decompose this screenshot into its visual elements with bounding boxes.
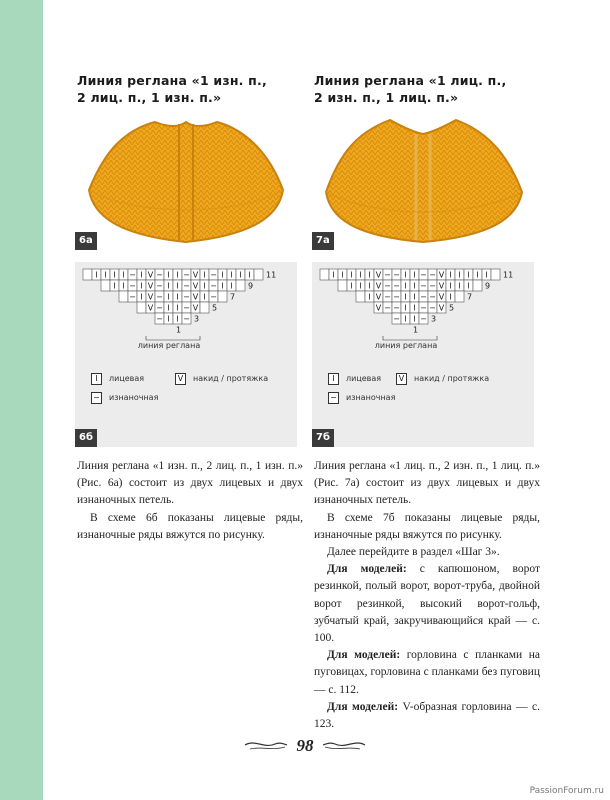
legend-purl-icon: − xyxy=(328,392,339,404)
chart-cell xyxy=(320,269,329,280)
chart-cell xyxy=(473,280,482,291)
chart-symbol: − xyxy=(183,270,190,280)
chart-symbol: − xyxy=(384,292,391,302)
chart-symbol: I xyxy=(239,270,242,280)
chart-symbol: − xyxy=(183,303,190,313)
chart-cell xyxy=(455,291,464,302)
chart-symbol: I xyxy=(176,281,179,291)
chart-symbol: I xyxy=(341,270,344,280)
chart-symbol: I xyxy=(176,270,179,280)
right-knit-photo xyxy=(312,110,534,250)
legend-knit-icon: I xyxy=(91,373,102,385)
knit-swatch-image-6a xyxy=(75,110,297,250)
chart-row-number: 1 xyxy=(413,325,419,335)
chart-symbol: − xyxy=(393,270,400,280)
chart-symbol: I xyxy=(113,270,116,280)
legend-purl-label: изнаночная xyxy=(109,393,159,402)
watermark: PassionForum.ru xyxy=(529,786,604,796)
chart-symbol: − xyxy=(183,281,190,291)
chart-symbol: I xyxy=(140,281,143,291)
chart-symbol: V xyxy=(375,303,382,313)
right-paragraph-3: Далее перейдите в раздел «Шаг 3». xyxy=(327,546,500,559)
page-number: 98 xyxy=(296,736,314,755)
chart-symbol: I xyxy=(404,270,407,280)
chart-label-6b: 6б xyxy=(75,429,97,447)
chart-symbol: − xyxy=(420,303,427,313)
chart-cell xyxy=(218,291,227,302)
chart-symbol: I xyxy=(176,303,179,313)
legend-purl-icon: − xyxy=(91,392,102,404)
chart-cell xyxy=(119,291,128,302)
chart-symbol: V xyxy=(438,281,445,291)
chart-row-number: 11 xyxy=(503,270,514,280)
chart-row-number: 11 xyxy=(266,270,277,280)
legend-knit-icon: I xyxy=(328,373,339,385)
chart-symbol: − xyxy=(429,281,436,291)
chart-cell xyxy=(236,280,245,291)
chart-symbol: − xyxy=(420,281,427,291)
right-paragraph-6: Для моделей: V-образная горловина — с. 123. xyxy=(314,700,541,731)
chart-symbol: I xyxy=(113,281,116,291)
chart-symbol: V xyxy=(192,270,199,280)
chart-row-number: 7 xyxy=(230,292,236,302)
chart-symbol: V xyxy=(438,292,445,302)
chart-symbol: I xyxy=(248,270,251,280)
side-color-band xyxy=(0,0,43,800)
chart-symbol: I xyxy=(404,281,407,291)
chart-symbol: I xyxy=(413,270,416,280)
chart-symbol: V xyxy=(375,292,382,302)
chart-symbol: − xyxy=(210,281,217,291)
chart-cell xyxy=(101,280,110,291)
chart-symbol: I xyxy=(458,270,461,280)
right-paragraph-4: Для моделей: с капюшоном, ворот резинкой, полый ворот, ворот-труба, двойной ворот резинкой, высокий ворот-гольф, зубчатый край, закручивающийся край — с. 100. xyxy=(314,563,540,645)
chart-row-number: 9 xyxy=(485,281,491,291)
chart-symbol: − xyxy=(210,292,217,302)
photo-label-6a: 6а xyxy=(75,232,97,250)
chart-symbol: I xyxy=(167,303,170,313)
chart-symbol: V xyxy=(375,281,382,291)
chart-symbol: − xyxy=(156,303,163,313)
chart-symbol: V xyxy=(192,292,199,302)
chart-symbol: I xyxy=(230,270,233,280)
chart-symbol: I xyxy=(467,281,470,291)
chart-symbol: I xyxy=(404,303,407,313)
chart-cell xyxy=(356,291,365,302)
chart-symbol: − xyxy=(210,270,217,280)
right-knit-chart xyxy=(312,262,534,447)
chart-symbol: − xyxy=(384,270,391,280)
legend-yo-label: накид / протяжка xyxy=(414,374,490,383)
knit-chart-7b xyxy=(312,262,534,447)
chart-symbol: I xyxy=(203,270,206,280)
chart-symbol: − xyxy=(129,281,136,291)
legend-knit-label: лицевая xyxy=(109,374,145,383)
chart-symbol: I xyxy=(203,281,206,291)
chart-symbol: − xyxy=(393,303,400,313)
left-body-text xyxy=(77,458,303,544)
chart-symbol: I xyxy=(449,292,452,302)
chart-symbol: I xyxy=(413,303,416,313)
chart-symbol: − xyxy=(156,281,163,291)
legend-yo-icon: V xyxy=(175,373,186,385)
chart-row-number: 7 xyxy=(467,292,473,302)
chart-row-number: 3 xyxy=(194,314,200,324)
chart-symbol: I xyxy=(368,292,371,302)
right-body-text xyxy=(314,458,540,733)
chart-cell xyxy=(83,269,92,280)
chart-symbol: − xyxy=(429,270,436,280)
chart-symbol: I xyxy=(458,281,461,291)
chart-symbol: − xyxy=(384,281,391,291)
chart-symbol: I xyxy=(476,270,479,280)
chart-symbol: I xyxy=(359,270,362,280)
chart-symbol: I xyxy=(167,292,170,302)
chart-symbol: I xyxy=(203,292,206,302)
chart-symbol: V xyxy=(375,270,382,280)
chart-symbol: − xyxy=(183,314,190,324)
chart-row-number: 5 xyxy=(212,303,218,313)
chart-symbol: I xyxy=(350,270,353,280)
chart-symbol: V xyxy=(147,270,154,280)
chart-symbol: I xyxy=(368,281,371,291)
chart-symbol: − xyxy=(183,292,190,302)
chart-symbol: I xyxy=(359,281,362,291)
left-knit-chart xyxy=(75,262,297,447)
left-paragraph-2: В схеме 6б показаны лицевые ряды, изнаночные ряды вяжутся по рисунку. xyxy=(77,511,303,541)
chart-symbol: − xyxy=(429,292,436,302)
chart-symbol: I xyxy=(449,281,452,291)
legend-knit-label: лицевая xyxy=(346,374,382,383)
chart-symbol: I xyxy=(167,314,170,324)
legend-yo-icon: V xyxy=(396,373,407,385)
chart-row-number: 1 xyxy=(176,325,182,335)
chart-symbol: V xyxy=(147,303,154,313)
chart-symbol: − xyxy=(393,292,400,302)
chart-symbol: I xyxy=(140,270,143,280)
chart-symbol: I xyxy=(404,292,407,302)
right-paragraph-2: В схеме 7б показаны лицевые ряды, изнаночные ряды вяжутся по рисунку. xyxy=(314,511,540,541)
chart-symbol: V xyxy=(147,292,154,302)
chart-symbol: − xyxy=(156,270,163,280)
chart-symbol: − xyxy=(420,270,427,280)
raglan-bracket xyxy=(383,336,437,340)
legend-purl-label: изнаночная xyxy=(346,393,396,402)
chart-symbol: − xyxy=(420,292,427,302)
left-paragraph-1: Линия реглана «1 изн. п., 2 лиц. п., 1 изн. п.» (Рис. 6а) состоит из двух лицевых и двух изнаночных петель. xyxy=(77,460,303,507)
chart-symbol: V xyxy=(192,281,199,291)
chart-cell xyxy=(338,280,347,291)
raglan-line-label: линия реглана xyxy=(374,341,438,350)
chart-symbol: I xyxy=(350,281,353,291)
chart-cell xyxy=(491,269,500,280)
chart-symbol: I xyxy=(140,292,143,302)
chart-symbol: − xyxy=(129,270,136,280)
chart-symbol: I xyxy=(413,292,416,302)
chart-symbol: − xyxy=(393,281,400,291)
chart-symbol: I xyxy=(485,270,488,280)
chart-symbol: − xyxy=(129,292,136,302)
chart-symbol: I xyxy=(122,270,125,280)
chart-symbol: I xyxy=(467,270,470,280)
chart-symbol: − xyxy=(393,314,400,324)
raglan-bracket xyxy=(146,336,200,340)
chart-symbol: I xyxy=(167,270,170,280)
chart-symbol: I xyxy=(221,281,224,291)
chart-symbol: − xyxy=(384,303,391,313)
chart-cell xyxy=(137,302,146,313)
chart-cell xyxy=(200,302,209,313)
right-section-title: Линия реглана «1 лиц. п., 2 изн. п., 1 лиц. п.» xyxy=(314,73,507,105)
chart-symbol: I xyxy=(176,292,179,302)
chart-symbol: I xyxy=(221,270,224,280)
chart-symbol: − xyxy=(156,314,163,324)
legend-yo-label: накид / протяжка xyxy=(193,374,269,383)
left-section-title: Линия реглана «1 изн. п., 2 лиц. п., 1 изн. п.» xyxy=(77,73,267,105)
chart-symbol: V xyxy=(438,270,445,280)
chart-symbol: I xyxy=(167,281,170,291)
right-paragraph-1: Линия реглана «1 лиц. п., 2 изн. п., 1 лиц. п.» (Рис. 7а) состоит из двух лицевых и двух изнаночных петель. xyxy=(314,460,540,507)
chart-symbol: I xyxy=(449,270,452,280)
chart-symbol: − xyxy=(429,303,436,313)
chart-cell xyxy=(254,269,263,280)
chart-symbol: I xyxy=(176,314,179,324)
right-paragraph-5: Для моделей: горловина с планками на пуговицах, горловина с планками без пуговиц — с. 112. xyxy=(314,649,540,696)
chart-symbol: V xyxy=(147,281,154,291)
knit-chart-6b xyxy=(75,262,297,447)
chart-row-number: 3 xyxy=(431,314,437,324)
chart-row-number: 5 xyxy=(449,303,455,313)
chart-symbol: − xyxy=(156,292,163,302)
chart-symbol: I xyxy=(104,270,107,280)
chart-symbol: V xyxy=(438,303,445,313)
chart-symbol: I xyxy=(368,270,371,280)
chart-symbol: I xyxy=(332,270,335,280)
chart-symbol: I xyxy=(122,281,125,291)
chart-row-number: 9 xyxy=(248,281,254,291)
left-knit-photo xyxy=(75,110,297,250)
chart-label-7b: 7б xyxy=(312,429,334,447)
knit-swatch-image-7a xyxy=(312,110,534,250)
chart-symbol: I xyxy=(413,314,416,324)
chart-symbol: I xyxy=(230,281,233,291)
chart-symbol: I xyxy=(95,270,98,280)
chart-symbol: V xyxy=(192,303,199,313)
raglan-line-label: линия реглана xyxy=(137,341,201,350)
chart-symbol: I xyxy=(413,281,416,291)
photo-label-7a: 7а xyxy=(312,232,334,250)
chart-symbol: − xyxy=(420,314,427,324)
chart-symbol: I xyxy=(404,314,407,324)
